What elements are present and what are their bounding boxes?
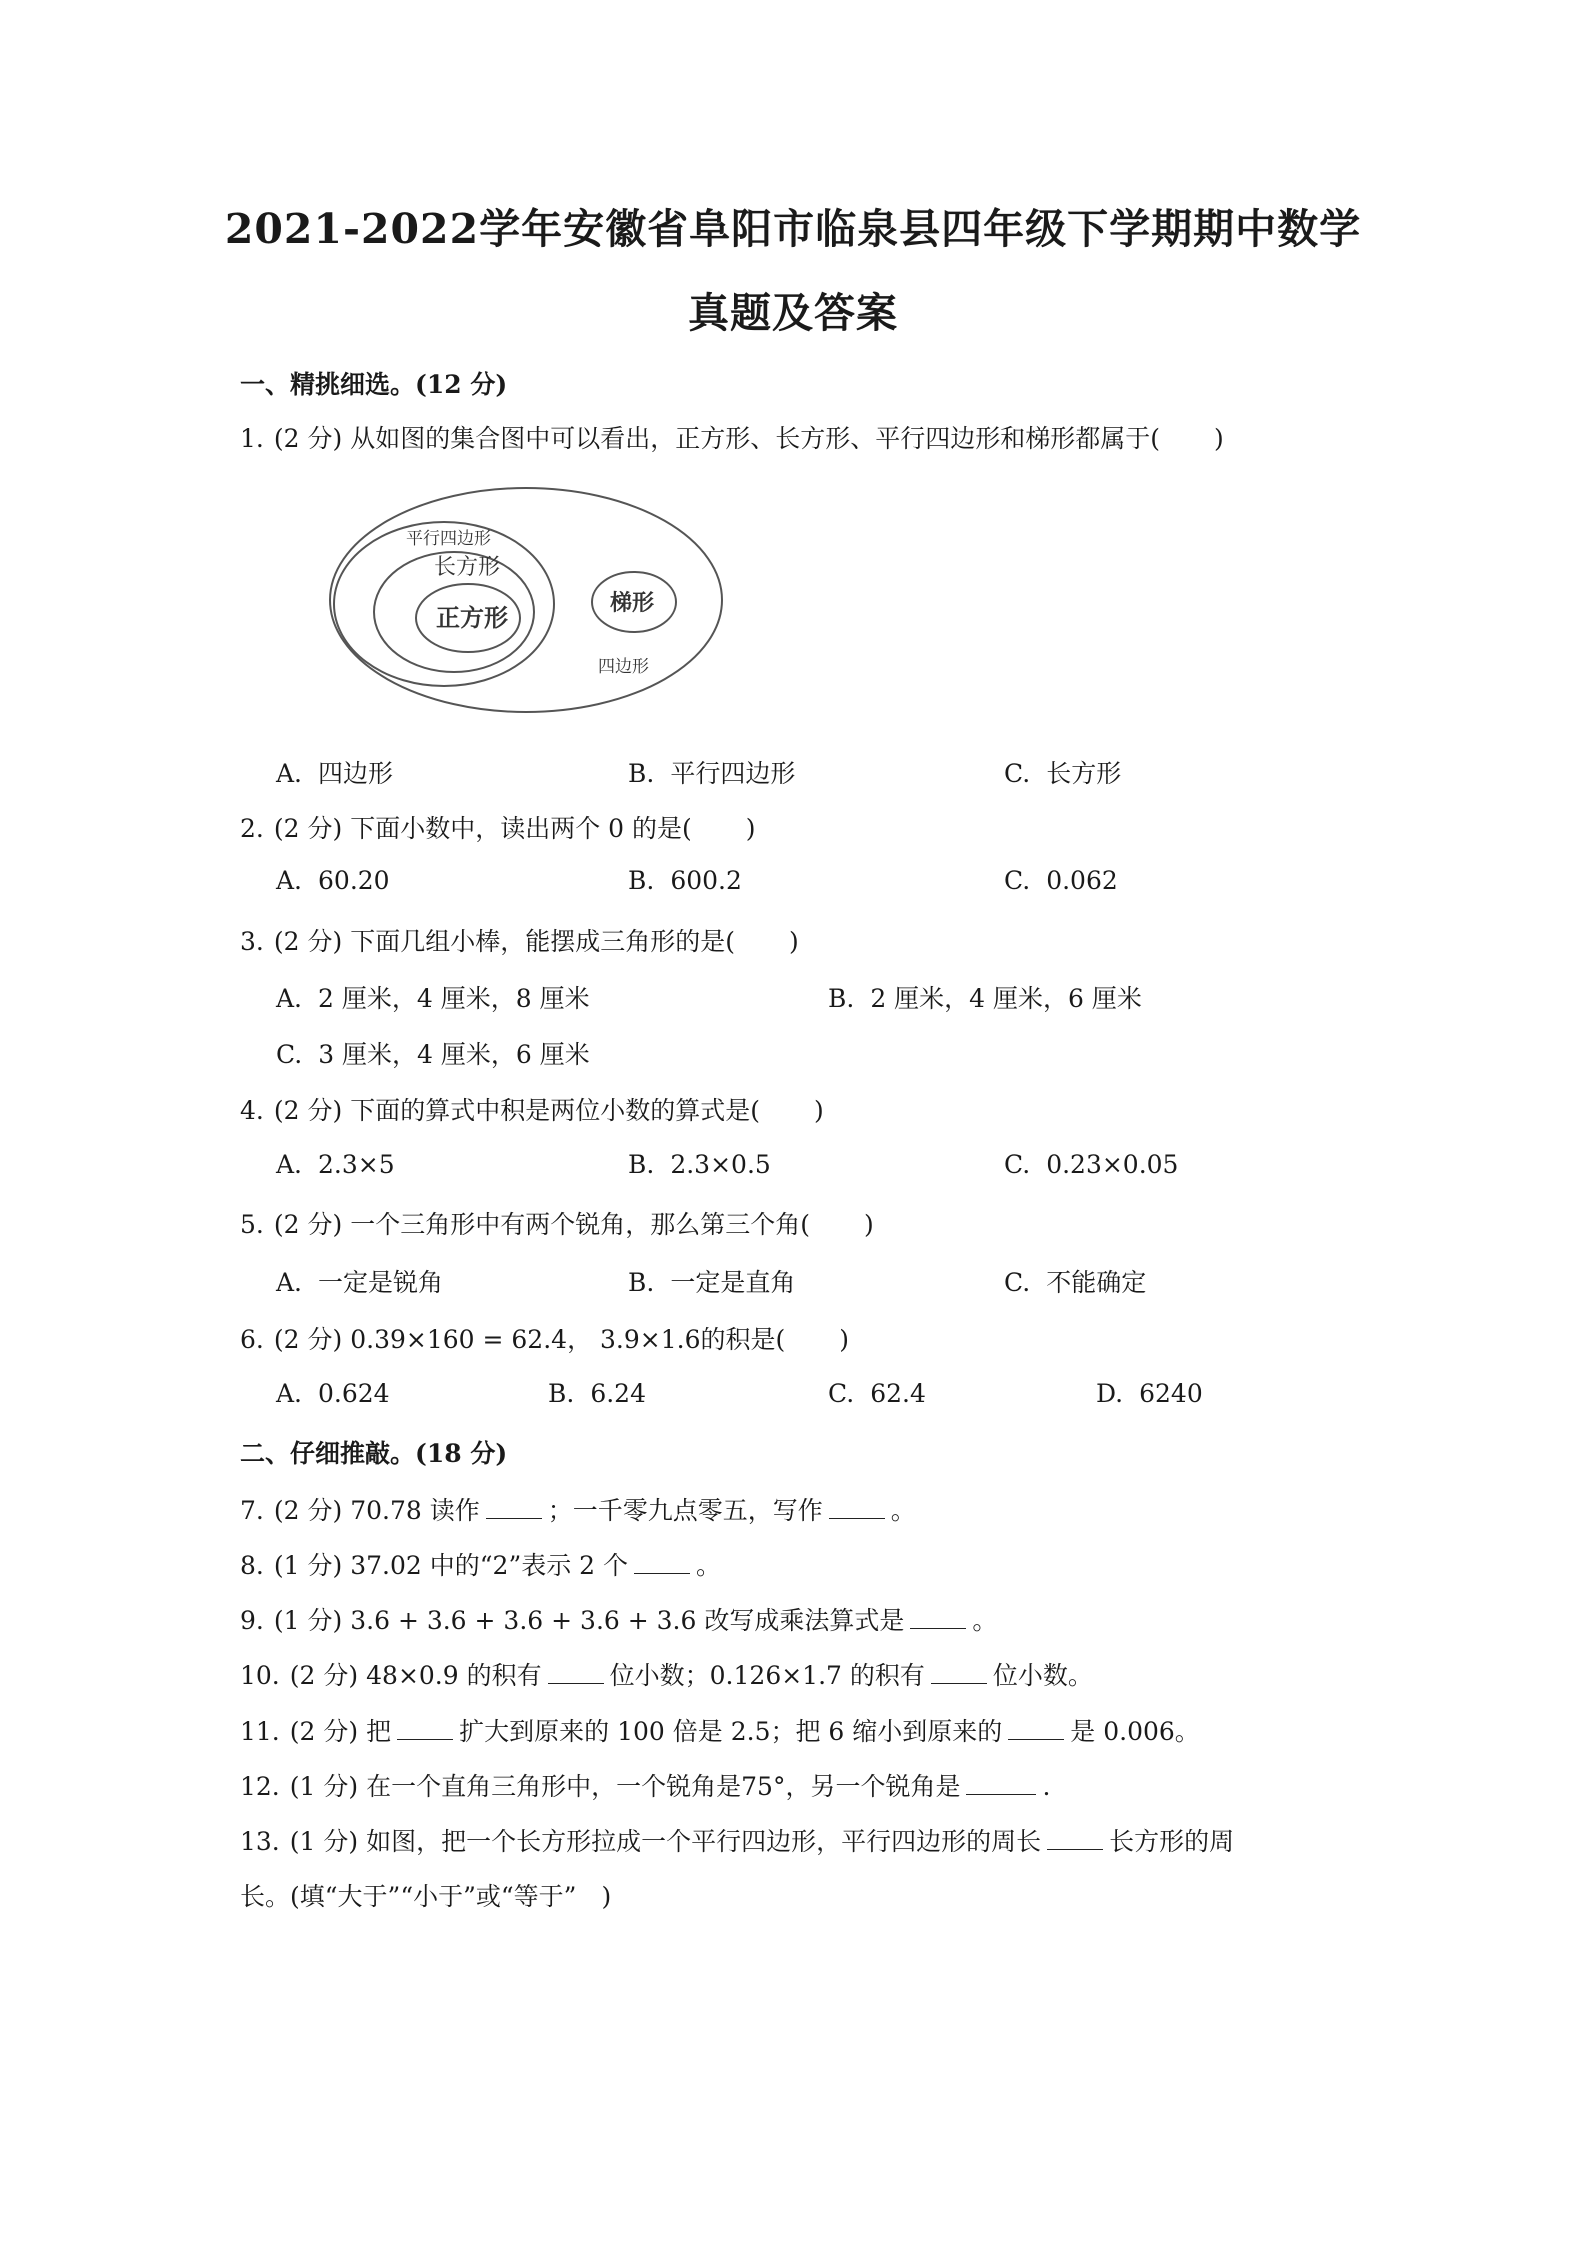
q2-option-a[interactable]: A. 60.20 [276, 866, 390, 895]
quadrilateral-set [330, 488, 722, 712]
answer-blank[interactable] [486, 1498, 542, 1519]
q4-option-a[interactable]: A. 2.3×5 [276, 1150, 395, 1179]
q3-option-c[interactable]: C. 3 厘米，4 厘米，6 厘米 [276, 1040, 590, 1069]
answer-blank[interactable] [966, 1774, 1036, 1795]
question-3: 3. (2 分) 下面几组小棒，能摆成三角形的是( ) [240, 927, 799, 956]
label-parallelogram: 平行四边形 [406, 529, 491, 549]
answer-blank[interactable] [634, 1553, 690, 1574]
q1-option-a[interactable]: A. 四边形 [276, 759, 394, 788]
q4-option-b[interactable]: B. 2.3×0.5 [628, 1150, 771, 1179]
section-2-heading: 二、仔细推敲。(18 分) [240, 1439, 508, 1468]
question-4: 4. (2 分) 下面的算式中积是两位小数的算式是( ) [240, 1096, 824, 1125]
q5-option-a[interactable]: A. 一定是锐角 [276, 1268, 444, 1297]
question-text: 从如图的集合图中可以看出，正方形、长方形、平行四边形和梯形都属于( [350, 424, 1160, 453]
question-1: 1. (2 分) 从如图的集合图中可以看出，正方形、长方形、平行四边形和梯形都属于( ) [240, 424, 1224, 453]
q2-option-c[interactable]: C. 0.062 [1004, 866, 1118, 895]
answer-blank[interactable] [548, 1663, 604, 1684]
answer-blank[interactable] [1047, 1829, 1103, 1850]
answer-blank[interactable] [931, 1663, 987, 1684]
q5-option-b[interactable]: B. 一定是直角 [628, 1268, 796, 1297]
answer-blank[interactable] [397, 1719, 453, 1740]
question-13-continued: 长。(填“大于”“小于”或“等于” ) [240, 1882, 612, 1911]
set-diagram [326, 484, 726, 716]
answer-blank[interactable] [829, 1498, 885, 1519]
q2-option-b[interactable]: B. 600.2 [628, 866, 742, 895]
q6-option-c[interactable]: C. 62.4 [828, 1379, 926, 1408]
question-6: 6. (2 分) 0.39×160 = 62.4， 3.9×1.6的积是( ) [240, 1325, 850, 1354]
question-8: 8. (1 分) 37.02 中的“2”表示 2 个 。 [240, 1551, 722, 1580]
q5-option-c[interactable]: C. 不能确定 [1004, 1268, 1147, 1297]
question-7: 7. (2 分) 70.78 读作 ；一千零九点零五，写作 。 [240, 1496, 916, 1525]
q1-option-b[interactable]: B. 平行四边形 [628, 759, 796, 788]
q6-option-d[interactable]: D. 6240 [1096, 1379, 1203, 1408]
label-rectangle: 长方形 [434, 555, 501, 580]
question-13: 13. (1 分) 如图，把一个长方形拉成一个平行四边形，平行四边形的周长 长方形的周 [240, 1827, 1235, 1856]
label-square: 正方形 [436, 603, 508, 632]
page-subtitle: 真题及答案 [688, 289, 898, 337]
question-2: 2. (2 分) 下面小数中，读出两个 0 的是( ) [240, 814, 756, 843]
question-9: 9. (1 分) 3.6 + 3.6 + 3.6 + 3.6 + 3.6 改写成乘法算式是 。 [240, 1606, 998, 1635]
label-trapezoid: 梯形 [610, 590, 655, 616]
page-title: 2021-2022学年安徽省阜阳市临泉县四年级下学期期中数学 [224, 205, 1362, 253]
question-12: 12. (1 分) 在一个直角三角形中，一个锐角是75°，另一个锐角是 . [240, 1772, 1051, 1801]
question-5: 5. (2 分) 一个三角形中有两个锐角，那么第三个角( ) [240, 1210, 874, 1239]
answer-blank[interactable] [910, 1608, 966, 1629]
q1-option-c[interactable]: C. 长方形 [1004, 759, 1122, 788]
question-points: (2 分) [273, 424, 343, 453]
q4-option-c[interactable]: C. 0.23×0.05 [1004, 1150, 1179, 1179]
q3-option-a[interactable]: A. 2 厘米，4 厘米，8 厘米 [276, 984, 590, 1013]
label-quadrilateral: 四边形 [598, 657, 649, 677]
question-11: 11. (2 分) 把 扩大到原来的 100 倍是 2.5；把 6 缩小到原来的 是 0.006。 [240, 1717, 1200, 1746]
q6-option-a[interactable]: A. 0.624 [276, 1379, 390, 1408]
section-1-heading: 一、精挑细选。(12 分) [240, 370, 508, 399]
q6-option-b[interactable]: B. 6.24 [548, 1379, 646, 1408]
question-number: 1. [240, 424, 264, 453]
q3-option-b[interactable]: B. 2 厘米，4 厘米，6 厘米 [828, 984, 1142, 1013]
question-10: 10. (2 分) 48×0.9 的积有 位小数；0.126×1.7 的积有 位小数。 [240, 1661, 1093, 1690]
answer-blank[interactable] [1008, 1719, 1064, 1740]
